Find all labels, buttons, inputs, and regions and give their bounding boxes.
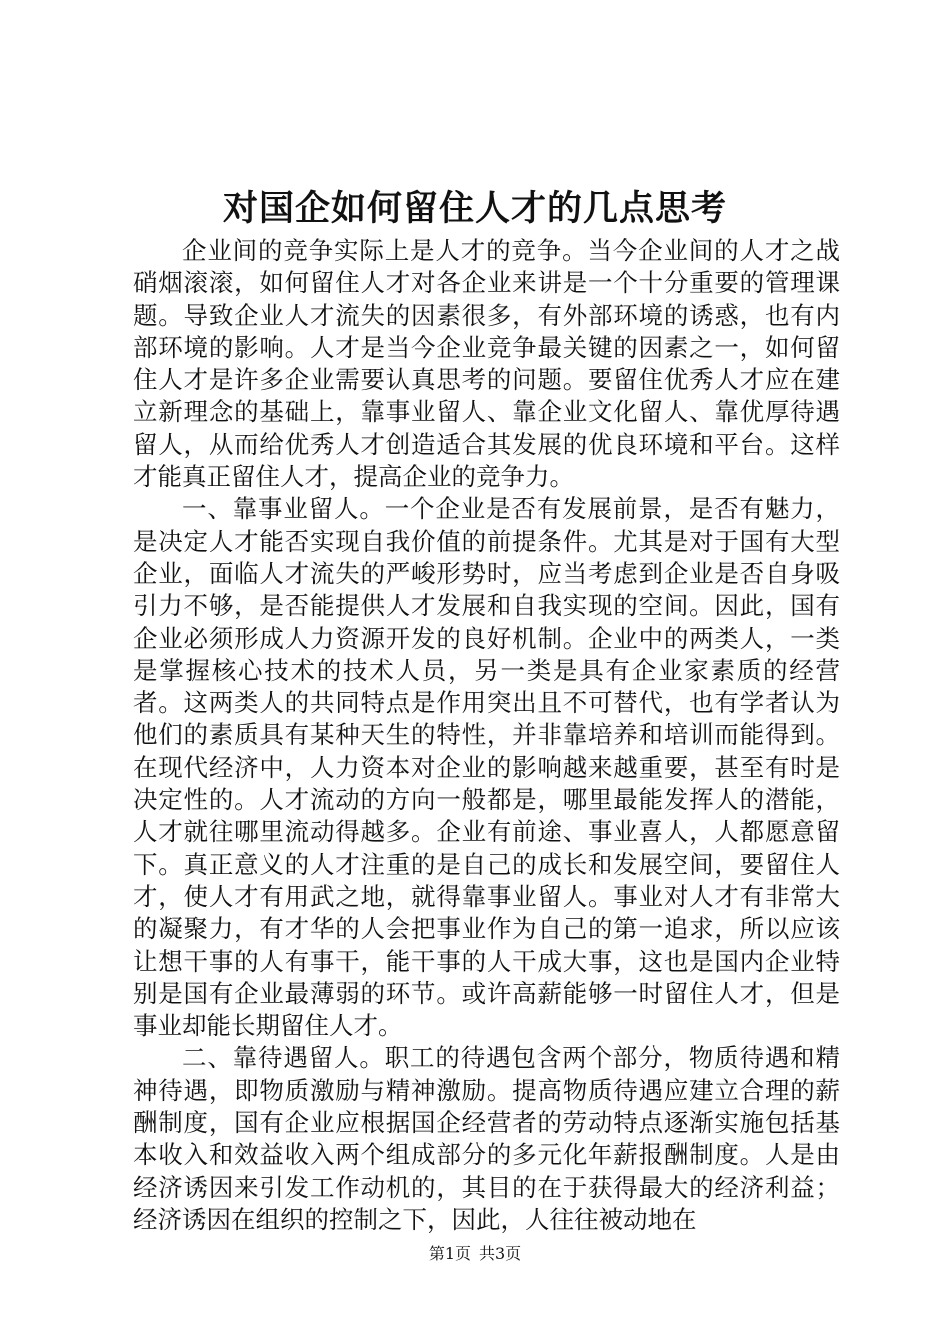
paragraph-treatment: 二、靠待遇留人。职工的待遇包含两个部分，物质待遇和精神待遇，即物质激励与精神激励。提高物质待遇应建立合理的薪酬制度，国有企业应根据国企经营者的劳动特点逐渐实施包括基本收入和效益收入两个组成部分的多元化年薪报酬制度。人是由经济诱因来引发工作动机的，其目的在于获得最大的经济利益；经济诱因在组织的控制之下，因此，人往往被动地在 (133, 1043, 840, 1234)
paragraph-career: 一、靠事业留人。一个企业是否有发展前景，是否有魅力，是决定人才能否实现自我价值的前提条件。尤其是对于国有大型企业，面临人才流失的严峻形势时，应当考虑到企业是否自身吸引力不够，是否能提供人才发展和自我实现的空间。因此，国有企业必须形成人力资源开发的良好机制。企业中的两类人，一类是掌握核心技术的技术人员，另一类是具有企业家素质的经营者。这两类人的共同特点是作用突出且不可替代，也有学者认为他们的素质具有某种天生的特性，并非靠培养和培训而能得到。在现代经济中，人力资本对企业的影响越来越重要，甚至有时是决定性的。人才流动的方向一般都是，哪里最能发挥人的潜能，人才就往哪里流动得越多。企业有前途、事业喜人，人都愿意留下。真正意义的人才注重的是自己的成长和发展空间，要留住人才，使人才有用武之地，就得靠事业留人。事业对人才有非常大的凝聚力，有才华的人会把事业作为自己的第一追求，所以应该让想干事的人有事干，能干事的人干成大事，这也是国内企业特别是国有企业最薄弱的环节。或许高薪能够一时留住人才，但是事业却能长期留住人才。 (133, 494, 840, 1041)
page-footer (0, 1243, 950, 1265)
paragraph-intro: 企业间的竞争实际上是人才的竞争。当今企业间的人才之战硝烟滚滚，如何留住人才对各企业来讲是一个十分重要的管理课题。导致企业人才流失的因素很多，有外部环境的诱惑，也有内部环境的影响。人才是当今企业竞争最关键的因素之一，如何留住人才是许多企业需要认真思考的问题。要留住优秀人才应在建立新理念的基础上，靠事业留人、靠企业文化留人、靠优厚待遇留人，从而给优秀人才创造适合其发展的优良环境和平台。这样才能真正留住人才，提高企业的竞争力。 (133, 236, 840, 492)
page-number: 第1页 (428, 1244, 471, 1263)
page-total: 共3页 (479, 1244, 522, 1263)
document-body (133, 235, 840, 1236)
document-title: 对国企如何留住人才的几点思考 (222, 188, 727, 229)
